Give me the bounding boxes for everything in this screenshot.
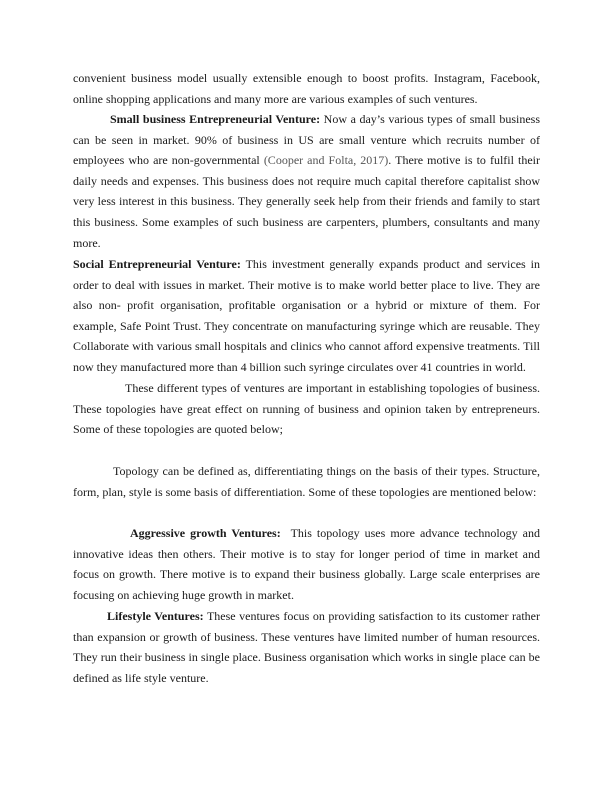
paragraph-social-venture: [73, 254, 540, 378]
paragraph-topology-definition: [73, 461, 540, 502]
paragraph-ventures-importance: [73, 378, 540, 440]
paragraph-intro-continuation: [73, 68, 540, 109]
paragraph-title: Lifestyle Ventures:: [107, 609, 204, 623]
paragraph-lifestyle-ventures: [73, 606, 540, 688]
paragraph-text: Topology can be defined as, differentiating things on the basis of their types. Structure, form, plan, style is some basis of differentiation. Some of these topologies are mentioned below:: [73, 464, 540, 499]
paragraph-aggressive-growth: [73, 523, 544, 605]
paragraph-text: These ventures focus on providing satisfaction to its customer rather than expansion or growth of business. These ventures have limited number of human resources. They run their business in single place. Business organisation which works in single place can be defined as life style venture.: [73, 609, 540, 685]
citation: (Cooper and Folta, 2017): [263, 153, 389, 168]
paragraph-text: Now a day’s various types of small business can be seen in market. 90% of business in US are small venture which recruits number of employees who are non-governmental: [73, 112, 540, 168]
paragraph-text: This investment generally expands product and services in order to deal with issues in market. Their motive is to make world better place to live. They are also non- profit organisation, profitable organisation or a hybrid or mixture of them. For example, Safe Point Trust. They concentrate on manufacturing syringe which are reusable. They Collaborate with various small hospitals and clinics who cannot afford expensive treatments. Till now they manufactured more than 4 billion such syringe circulates over 41 countries in world.: [73, 257, 540, 374]
paragraph-text: convenient business model usually extensible enough to boost profits. Instagram, Facebook, online shopping applications and many more are various examples of such ventures.: [73, 71, 540, 106]
paragraph-title: Aggressive growth Ventures:: [130, 526, 281, 540]
paragraph-small-business-venture: [73, 109, 540, 253]
paragraph-text: This topology uses more advance technology and innovative ideas then others. Their motive is to stay for longer period of time in market and focus on growth. There motive is to expand their business globally. Large scale enterprises are focusing on achieving huge growth in market.: [73, 526, 544, 602]
paragraph-title: Small business Entrepreneurial Venture:: [110, 112, 321, 126]
paragraph-title: Social Entrepreneurial Venture:: [73, 257, 241, 271]
paragraph-text: . There motive is to fulfil their daily needs and expenses. This business does not require much capital therefore capitalist show very less interest in this business. They generally seek help from their friends and family to start this business. Some examples of such business are carpenters, plumbers, consultants and many more.: [73, 153, 540, 250]
paragraph-text: These different types of ventures are important in establishing topologies of business. These topologies have great effect on running of business and opinion taken by entrepreneurs. Some of these topologies are quoted below;: [73, 381, 540, 437]
